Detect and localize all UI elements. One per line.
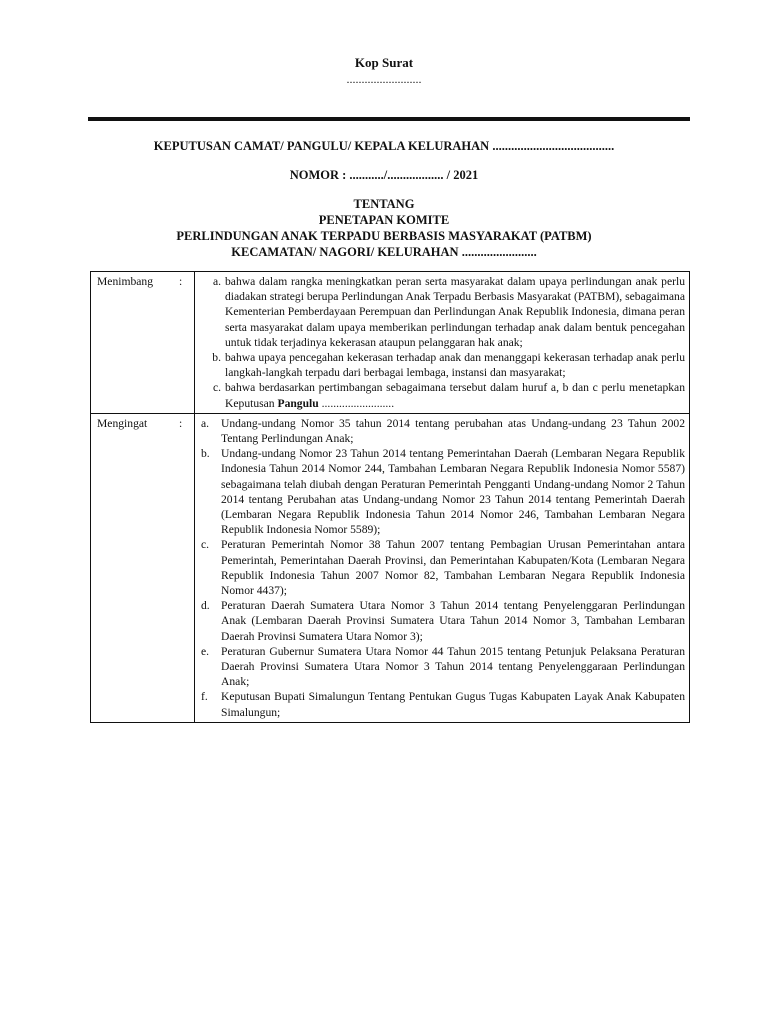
penetapan-heading: PENETAPAN KOMITE [318, 213, 450, 227]
mengingat-colon: : [179, 416, 183, 430]
menimbang-colon: : [179, 275, 183, 288]
tentang-heading: TENTANG [353, 197, 415, 211]
list-marker: b. [201, 447, 210, 461]
decree-title: KEPUTUSAN CAMAT/ PANGULU/ KEPALA KELURAHAN ....................................... [153, 139, 615, 153]
menimbang-label-cell [91, 272, 195, 414]
list-item [201, 689, 685, 719]
list-item [201, 598, 685, 644]
kop-surat-placeholder: ......................... [346, 72, 422, 86]
menimbang-list [201, 274, 685, 411]
header-divider [88, 117, 690, 121]
considerations-table [90, 271, 690, 723]
list-item-text-part: bahwa berdasarkan pertimbangan sebagaimana tersebut dalam huruf a, b dan c perlu menetapkan Keputusan [225, 381, 685, 410]
kecamatan-heading: KECAMATAN/ NAGORI/ KELURAHAN ........................ [231, 245, 537, 259]
list-item-text-part: ......................... [318, 396, 395, 410]
list-item-text: Undang-undang Nomor 23 Tahun 2014 tentang Pemerintahan Daerah (Lembaran Negara Republik Indonesia Tahun 2014 Nomor 244, Tambahan Lembaran Negara Republik Indonesia Nomor 5587) sebagaimana telah diubah dengan Peraturan Pemerintah Pengganti Undang-undang Nomor 2 Tahun 2014 tentang Perubahan atas Undang-undang Nomor 23 Tahun 2014 tentang Pemerintah Daerah (Lembaran Negara Republik Indonesia Tahun 2014 Nomor 246, Tambahan Lembaran Negara Republik Indonesia Nomor 5589); [221, 447, 685, 537]
list-item [201, 537, 685, 598]
list-item [201, 644, 685, 690]
list-marker: e. [201, 644, 210, 658]
list-item-text: Peraturan Gubernur Sumatera Utara Nomor 44 Tahun 2015 tentang Petunjuk Pelaksana Peraturan Daerah Provinsi Sumatera Utara Nomor 3 Tahun 2014 tentang Penyelenggaraan Perlindungan Anak; [221, 644, 685, 689]
list-item-text [225, 380, 685, 410]
mengingat-content [195, 413, 690, 722]
list-item-text: Peraturan Daerah Sumatera Utara Nomor 3 Tahun 2014 tentang Penyelenggaran Perlindungan Anak (Lembaran Daerah Provinsi Sumatera Utara Tahun 2014 Nomor 3, Tambahan Lembaran Daerah Provinsi Sumatera Utara Nomor 3); [221, 599, 685, 643]
patbm-heading: PERLINDUNGAN ANAK TERPADU BERBASIS MASYARAKAT (PATBM) [176, 229, 592, 243]
kop-surat-title: Kop Surat [354, 55, 414, 70]
menimbang-label: Menimbang [97, 275, 154, 288]
list-item [201, 416, 685, 446]
decree-number: NOMOR : .........../.................. / 2021 [289, 168, 479, 182]
list-marker: a. [212, 275, 221, 288]
list-item [201, 274, 685, 350]
pangulu-bold: Pangulu [277, 396, 319, 410]
menimbang-content [195, 272, 690, 414]
list-item-text: Keputusan Bupati Simalungun Tentang Pentukan Gugus Tugas Kabupaten Layak Anak Kabupaten Simalungun; [221, 690, 685, 719]
list-item [201, 350, 685, 380]
menimbang-row [91, 272, 690, 414]
list-item-text: Peraturan Pemerintah Nomor 38 Tahun 2007 tentang Pembagian Urusan Pemerintahan antara Pemerintah, Pemerintahan Daerah Provinsi, dan Pemerintahan Kabupaten/Kota (Lembaran Negara Republik Indonesia Tahun 2007 Nomor 82, Tambahan Lembaran Negara Republik Indonesia Nomor 4437); [221, 538, 685, 598]
list-marker: b. [212, 351, 221, 365]
mengingat-label: Mengingat [97, 416, 148, 430]
list-marker: a. [201, 416, 210, 430]
mengingat-list [201, 416, 685, 720]
list-item-text: bahwa dalam rangka meningkatkan peran serta masyarakat dalam upaya perlindungan anak perlu diadakan strategi berupa Perlindungan Anak Terpadu Berbasis Masyarakat (PATBM), sebagaimana Kementerian Pemberdayaan Perempuan dan Perlindungan Anak Republik Indonesia, dimana peran serta masyarakat dalam upaya memberikan perlindungan terhadap anak dalam bentuk pencegahan untuk tidak terjadinya kekerasan ataupun pelanggaran hak anak; [225, 275, 685, 349]
list-marker: c. [201, 538, 210, 552]
list-marker: d. [201, 599, 210, 613]
list-item [201, 380, 685, 410]
list-item-text: bahwa upaya pencegahan kekerasan terhadap anak dan menanggapi kekerasan terhadap anak perlu langkah-langkah terpadu dari berbagai lembaga, instansi dan masyarakat; [225, 351, 685, 380]
list-item-text: Undang-undang Nomor 35 tahun 2014 tentang perubahan atas Undang-undang 23 Tahun 2002 Tentang Perlindungan Anak; [221, 416, 685, 446]
list-item [201, 446, 685, 537]
mengingat-label-cell [91, 413, 195, 722]
list-marker: f. [201, 690, 208, 704]
list-marker: c. [212, 381, 221, 395]
mengingat-row [91, 413, 690, 722]
